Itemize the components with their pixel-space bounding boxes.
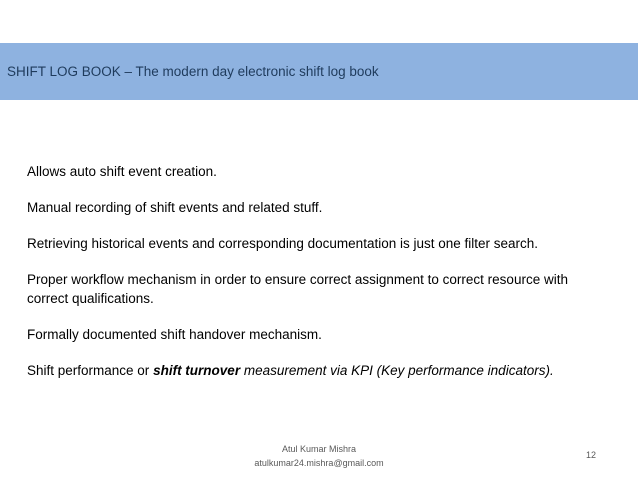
bullet-handover-mechanism: Formally documented shift handover mechanism. — [27, 327, 322, 342]
bullet-workflow-line2: correct qualifications. — [27, 291, 154, 306]
bullet-performance-suffix: measurement via KPI (Key performance indicators). — [240, 363, 554, 378]
slide-title: SHIFT LOG BOOK – The modern day electronic shift log book — [7, 64, 379, 79]
bullet-shift-performance — [27, 361, 627, 380]
bullet-performance-prefix: Shift performance or — [27, 363, 154, 378]
bullet-list — [27, 162, 627, 380]
bullet-workflow-mechanism — [27, 270, 627, 308]
bullet-performance-emphasis: shift turnover — [153, 363, 241, 378]
bullet-historical-search: Retrieving historical events and corresponding documentation is just one filter search. — [27, 236, 539, 251]
page-number: 12 — [586, 450, 597, 460]
bullet-workflow-line1: Proper workflow mechanism in order to ensure correct assignment to correct resource with — [27, 272, 568, 287]
title-band — [0, 43, 638, 100]
footer — [0, 442, 638, 470]
bullet-manual-recording: Manual recording of shift events and related stuff. — [27, 200, 323, 215]
footer-author: Atul Kumar Mishra — [281, 444, 357, 454]
footer-email: atulkumar24.mishra@gmail.com — [254, 458, 384, 468]
bullet-auto-event-creation: Allows auto shift event creation. — [27, 164, 217, 179]
